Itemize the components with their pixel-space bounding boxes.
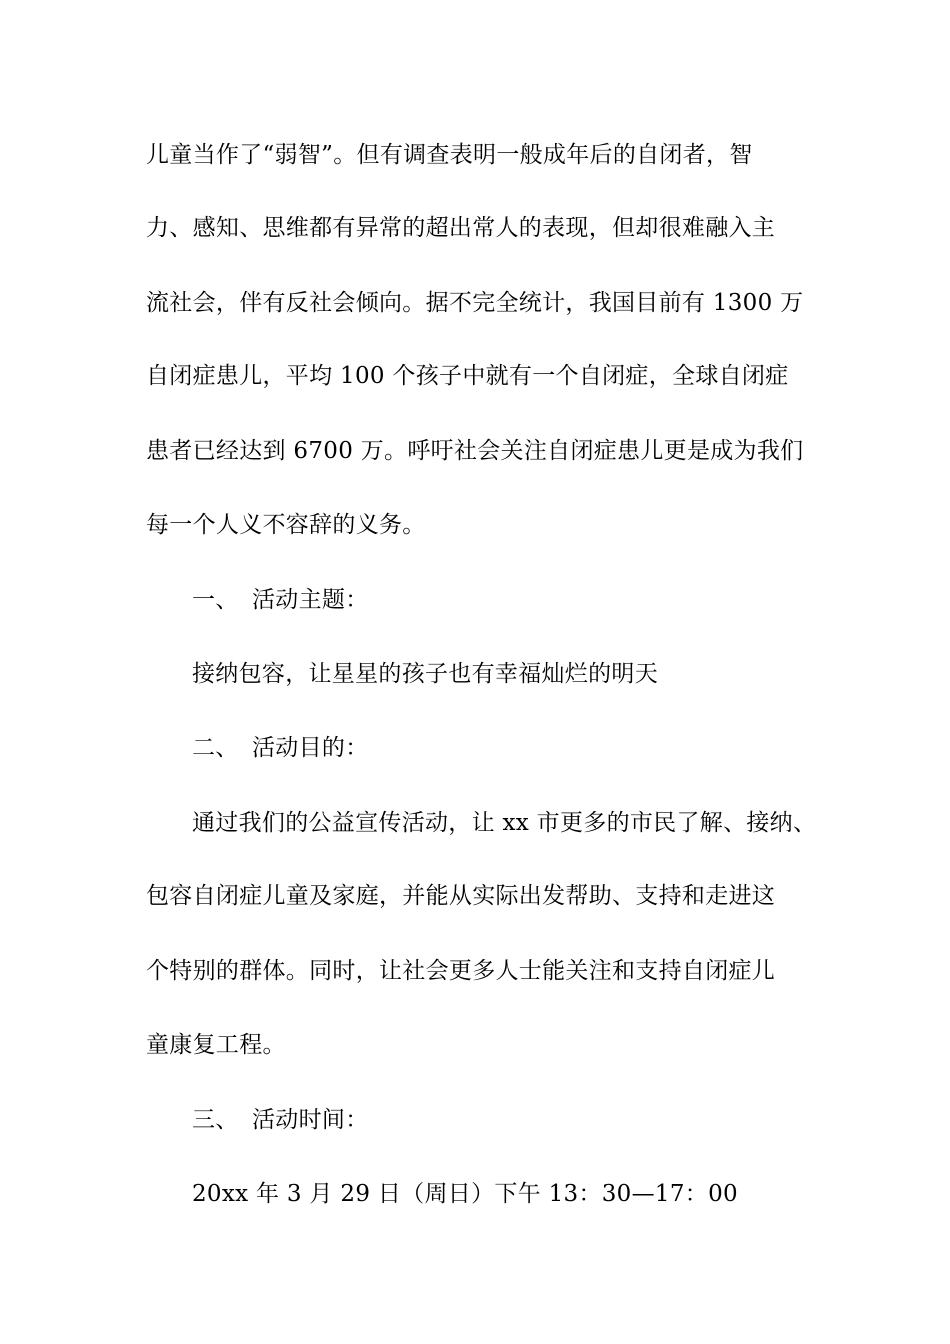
section-title: 活动时间：: [252, 1107, 369, 1133]
paragraph-line: 每一个人义不容辞的义务。: [146, 512, 426, 538]
paragraph-line: 流社会，伴有反社会倾向。据不完全统计，我国目前有 1300 万: [146, 290, 804, 316]
paragraph-line: 通过我们的公益宣传活动，让 xx 市更多的市民了解、接纳、: [192, 810, 817, 836]
section-heading-purpose: [192, 733, 369, 763]
section-number: 三、: [192, 1107, 239, 1133]
theme-text: 接纳包容，让星星的孩子也有幸福灿烂的明天: [192, 661, 658, 687]
section-heading-theme: [192, 585, 369, 615]
section-title: 活动目的：: [252, 735, 369, 761]
paragraph-line: 力、感知、思维都有异常的超出常人的表现，但却很难融入主: [146, 215, 776, 241]
paragraph-line: 患者已经达到 6700 万。呼吁社会关注自闭症患儿更是成为我们: [146, 438, 804, 464]
section-number: 二、: [192, 735, 239, 761]
paragraph-line: 儿童当作了“弱智”。但有调查表明一般成年后的自闭者，智: [146, 142, 753, 168]
paragraph-line: 童康复工程。: [146, 1032, 286, 1058]
section-title: 活动主题：: [252, 587, 369, 613]
time-text: 20xx 年 3 月 29 日（周日）下午 13：30—17：00: [192, 1181, 738, 1207]
section-number: 一、: [192, 587, 239, 613]
section-heading-time: [192, 1105, 369, 1135]
paragraph-line: 包容自闭症儿童及家庭，并能从实际出发帮助、支持和走进这: [146, 883, 776, 909]
paragraph-line: 自闭症患儿，平均 100 个孩子中就有一个自闭症，全球自闭症: [146, 363, 789, 389]
paragraph-line: 个特别的群体。同时，让社会更多人士能关注和支持自闭症儿: [146, 958, 776, 984]
